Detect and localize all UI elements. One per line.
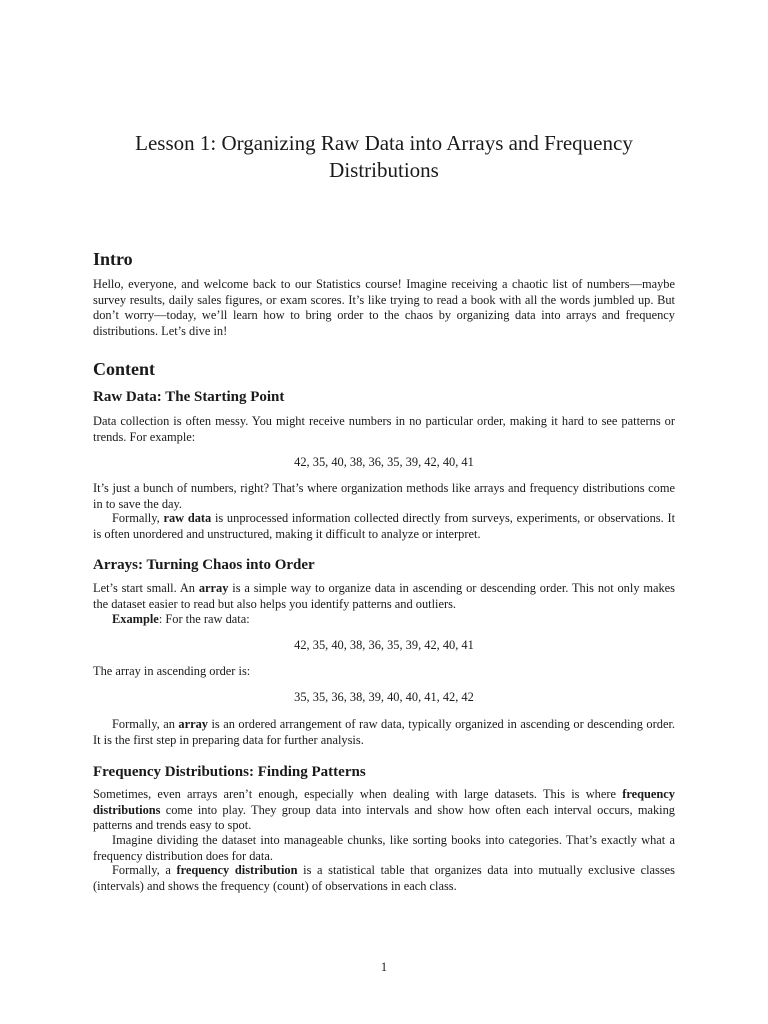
- raw-data-paragraph-1: Data collection is often messy. You might receive numbers in no particular order, making it hard to see patterns or trends. For example:: [93, 414, 675, 444]
- arrays-raw-data: 42, 35, 40, 38, 36, 35, 39, 42, 40, 41: [294, 638, 474, 652]
- intro-paragraph: Hello, everyone, and welcome back to our Statistics course! Imagine receiving a chaotic list of numbers—maybe survey results, daily sales figures, or exam scores. It’s like trying to read a book with all the words jumbled up. But don’t worry—today, we’ll learn how to bring order to the chaos by organizing data into arrays and frequency distributions. Let’s dive in!: [93, 277, 675, 338]
- raw-data-example: 42, 35, 40, 38, 36, 35, 39, 42, 40, 41: [294, 455, 474, 469]
- frequency-paragraph-2: Imagine dividing the dataset into manageable chunks, like sorting books into categories. That’s exactly what a frequency distribution does for data.: [93, 833, 675, 863]
- raw-data-definition: [93, 511, 675, 542]
- frequency-intro-body: come into play. They group data into intervals and show how often each interval occurs, making patterns and trends easy to spot.: [93, 802, 675, 832]
- term-example: Example: [112, 612, 159, 626]
- arrays-intro-body: is a simple way to organize data in ascending or descending order. This not only makes the dataset easier to read but also helps you identify patterns and outliers.: [93, 581, 675, 611]
- arrays-ascending-intro: The array in ascending order is:: [93, 664, 251, 678]
- raw-data-heading: Raw Data: The Starting Point: [93, 389, 285, 405]
- definition-prefix: Formally,: [112, 511, 164, 525]
- intro-heading: Intro: [93, 249, 133, 269]
- arrays-definition: [93, 717, 675, 748]
- frequency-paragraph-1: [93, 787, 675, 834]
- arrays-paragraph-1: [93, 581, 675, 612]
- definition-body: is unprocessed information collected directly from surveys, experiments, or observations. It is often unordered and unstructured, making it difficult to analyze or interpret.: [93, 511, 676, 541]
- frequency-definition: [93, 863, 675, 894]
- document-page: [93, 0, 675, 1024]
- term-array-formal: array: [178, 717, 208, 731]
- term-raw-data: raw data: [163, 511, 212, 525]
- frequency-definition-prefix: Formally, a: [112, 863, 177, 877]
- frequency-intro-prefix: Sometimes, even arrays aren’t enough, especially when dealing with large datasets. This is where: [93, 787, 623, 801]
- term-array: array: [198, 581, 229, 595]
- arrays-sorted-data: 35, 35, 36, 38, 39, 40, 40, 41, 42, 42: [294, 690, 474, 704]
- page-number: 1: [380, 960, 388, 974]
- content-heading: Content: [93, 359, 155, 379]
- arrays-heading: Arrays: Turning Chaos into Order: [93, 557, 315, 573]
- raw-data-paragraph-2: It’s just a bunch of numbers, right? That’s where organization methods like arrays and frequency distributions come in to save the day.: [93, 481, 675, 511]
- arrays-intro-prefix: Let’s start small. An: [93, 581, 199, 595]
- frequency-heading: Frequency Distributions: Finding Patterns: [93, 764, 366, 780]
- example-intro-text: : For the raw data:: [158, 612, 250, 626]
- array-definition-prefix: Formally, an: [112, 717, 179, 731]
- array-definition-body: is an ordered arrangement of raw data, typically organized in ascending or descending order. It is the first step in preparing data for further analysis.: [93, 717, 675, 747]
- term-frequency-distribution: frequency distribution: [176, 863, 298, 877]
- term-frequency-distributions: frequency distributions: [93, 787, 675, 817]
- arrays-example-intro: [93, 612, 675, 628]
- document-title: Lesson 1: Organizing Raw Data into Arrays and Frequency Distributions: [135, 131, 633, 182]
- frequency-definition-body: is a statistical table that organizes data into mutually exclusive classes (intervals) and shows the frequency (count) of observations in each class.: [93, 863, 675, 893]
